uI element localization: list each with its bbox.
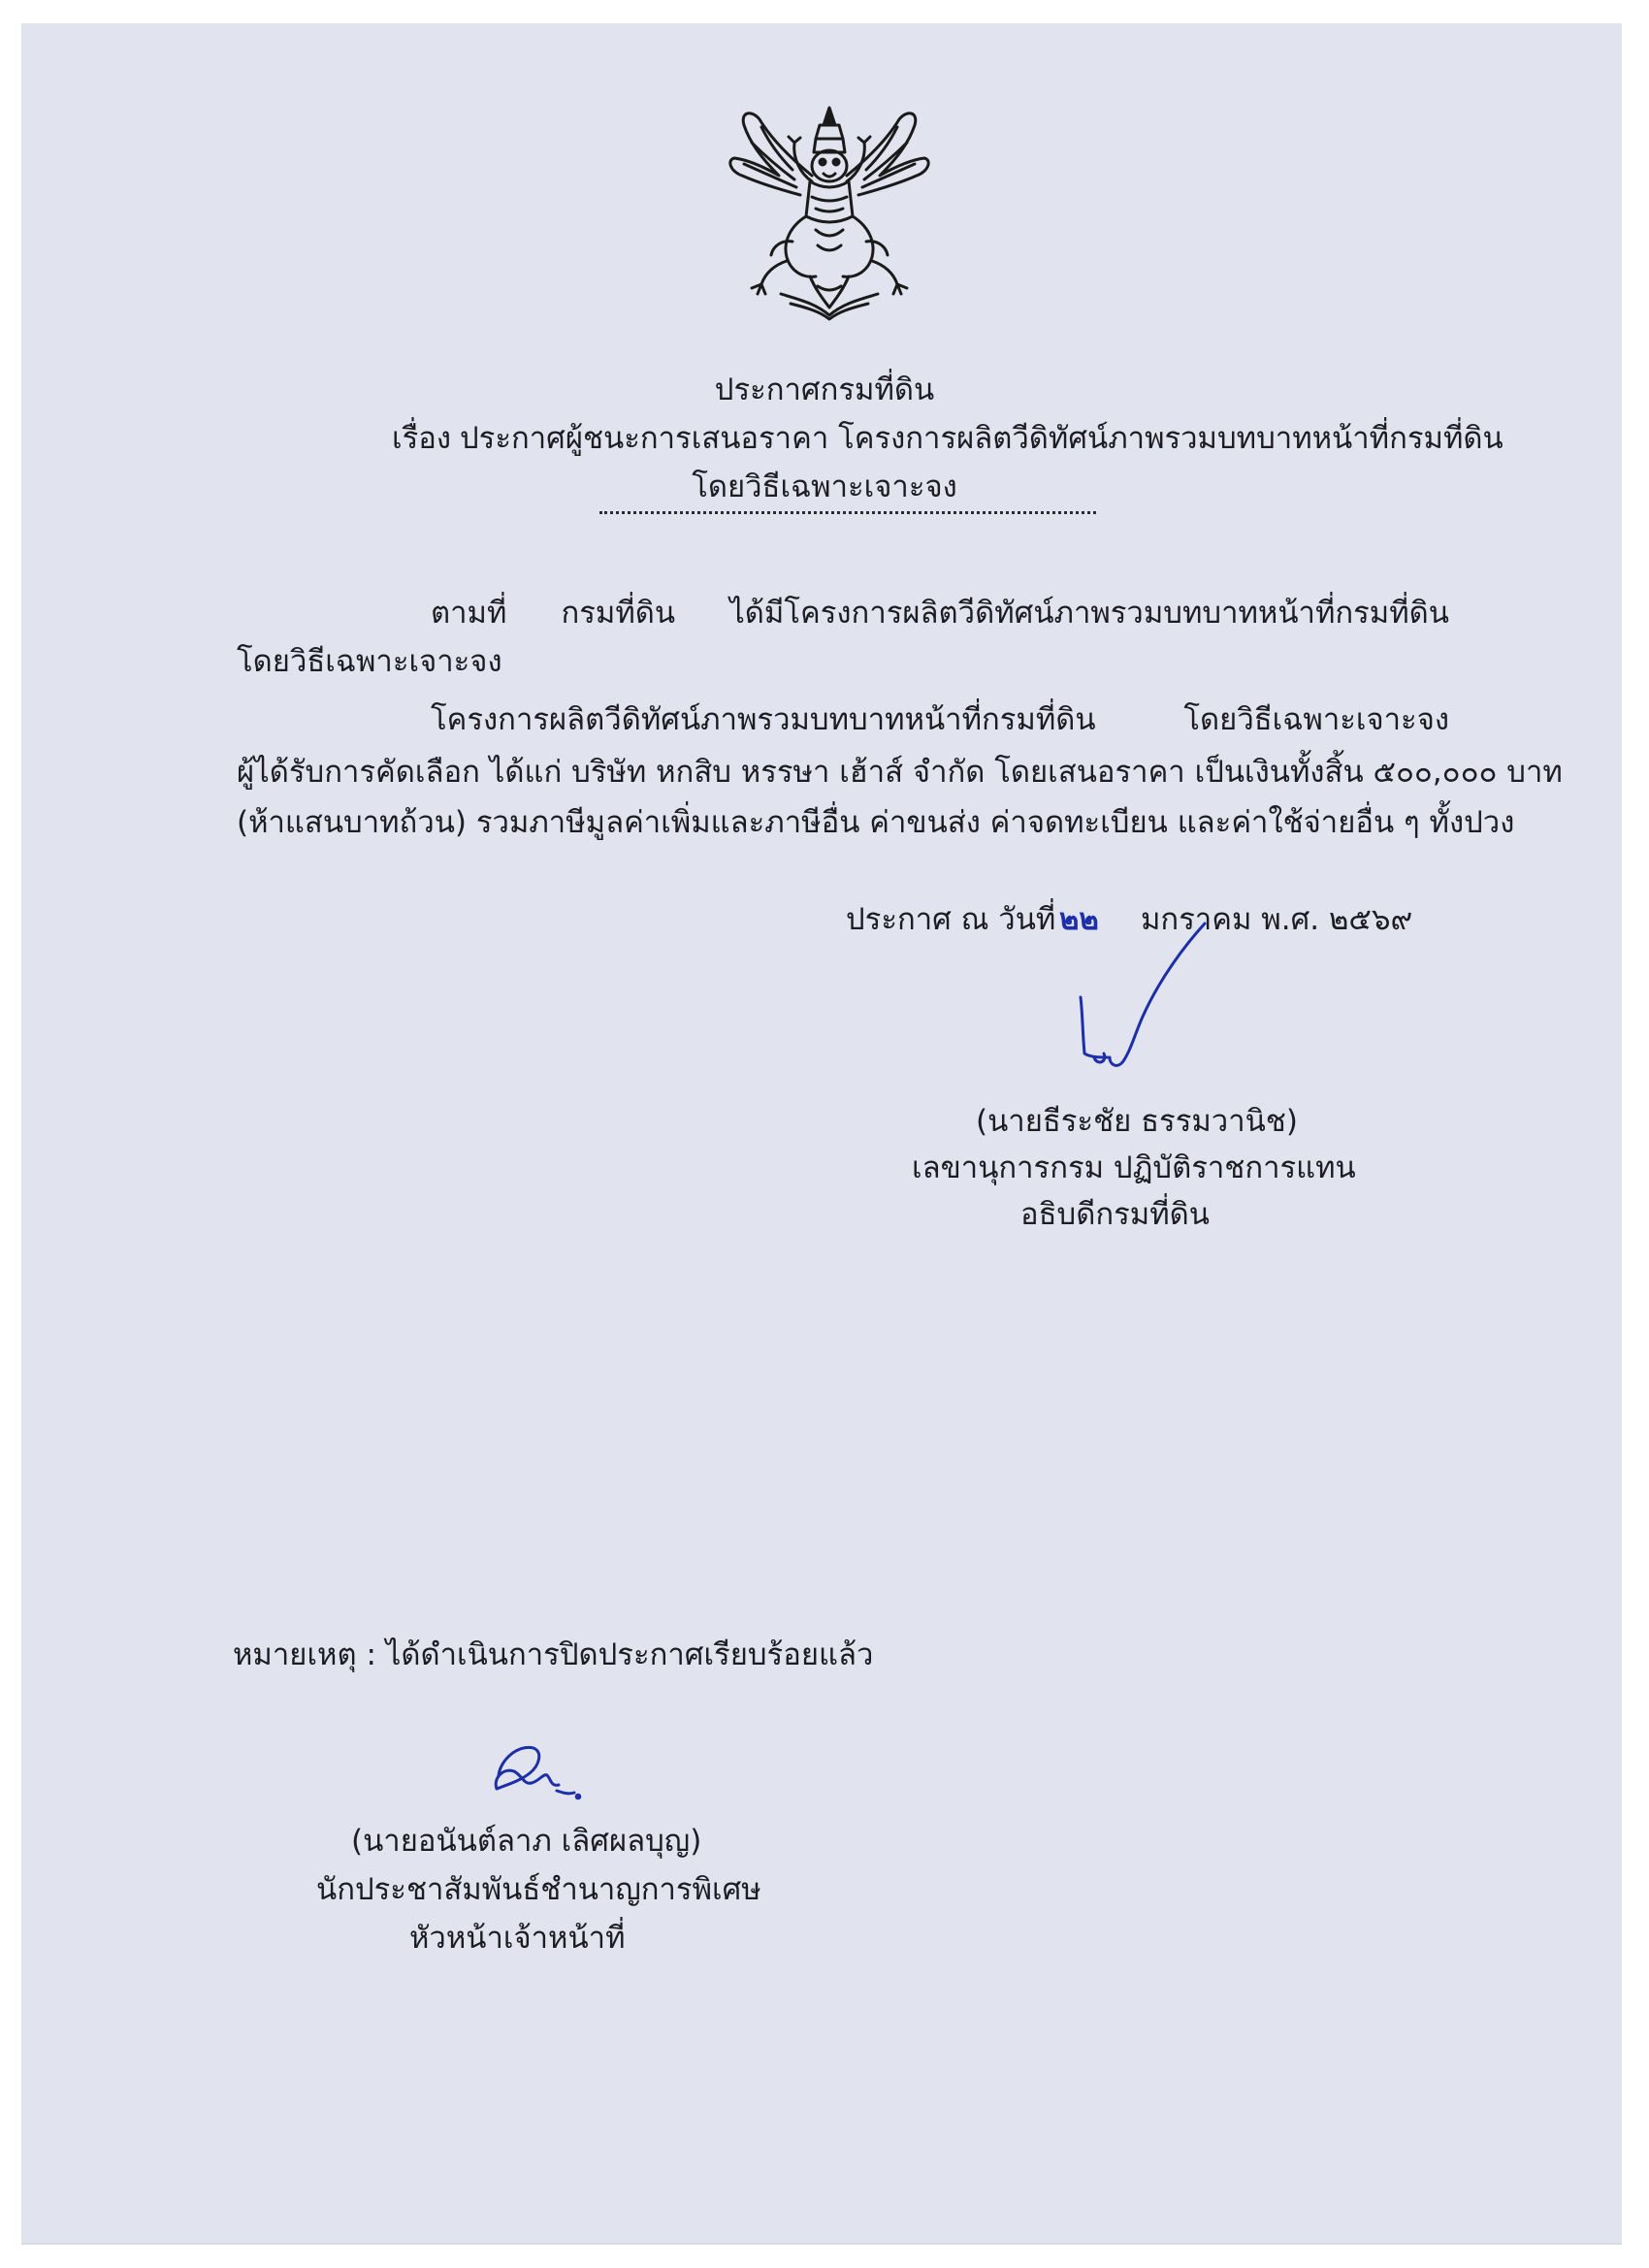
officer-position: นักประชาสัมพันธ์ชำนาญการพิเศษ xyxy=(316,1872,761,1907)
scan-edge xyxy=(21,2243,1622,2245)
date-month-year: มกราคม พ.ศ. ๒๕๖๙ xyxy=(1141,902,1413,937)
officer-title: หัวหน้าเจ้าหน้าที่ xyxy=(409,1921,626,1956)
subject-line-1: ประกาศผู้ชนะการเสนอราคา โครงการผลิตวีดิทัศน์ภาพรวมบทบาทหน้าที่กรมที่ดิน xyxy=(460,421,1504,456)
document-page xyxy=(21,23,1622,2245)
paragraph-2-line-3: (ห้าแสนบาทถ้วน) รวมภาษีมูลค่าเพิ่มและภาษีอื่น ค่าขนส่ง ค่าจดทะเบียน และค่าใช้จ่ายอื่น ๆ ทั้งปวง xyxy=(237,805,1515,840)
signatory-title: อธิบดีกรมที่ดิน xyxy=(1020,1197,1210,1232)
announcement-title: ประกาศกรมที่ดิน xyxy=(714,373,935,407)
officer-name: (นายอนันต์ลาภ เลิศผลบุญ) xyxy=(351,1824,702,1859)
paragraph-1-line-2: โดยวิธีเฉพาะเจาะจง xyxy=(237,644,502,679)
header-dotted-divider xyxy=(599,511,1096,514)
paragraph-2-line-1: โครงการผลิตวีดิทัศน์ภาพรวมบทบาทหน้าที่กรมที่ดิน โดยวิธีเฉพาะเจาะจง xyxy=(431,702,1449,737)
subject-line-2: โดยวิธีเฉพาะเจาะจง xyxy=(692,470,957,504)
note-text: หมายเหตุ : ได้ดำเนินการปิดประกาศเรียบร้อยแล้ว xyxy=(233,1637,874,1672)
officer-signature xyxy=(479,1727,586,1833)
signatory-name: (นายธีระชัย ธรรมวานิช) xyxy=(976,1104,1298,1139)
paragraph-1-line-1: ตามที่ กรมที่ดิน ได้มีโครงการผลิตวีดิทัศน์ภาพรวมบทบาทหน้าที่กรมที่ดิน xyxy=(431,596,1449,631)
date-day-handwritten: ๒๒ xyxy=(1059,902,1099,937)
paragraph-2-line-2: ผู้ได้รับการคัดเลือก ได้แก่ บริษัท หกสิบ หรรษา เฮ้าส์ จำกัด โดยเสนอราคา เป็นเงินทั้งสิ้น ๕๐๐,๐๐๐ บาท xyxy=(237,755,1563,790)
date-prefix: ประกาศ ณ วันที่ xyxy=(846,902,1056,937)
director-signature xyxy=(1067,912,1222,1086)
signatory-position: เลขานุการกรม ปฏิบัติราชการแทน xyxy=(912,1150,1356,1185)
subject-label: เรื่อง xyxy=(392,421,452,456)
garuda-emblem-icon xyxy=(723,100,936,321)
